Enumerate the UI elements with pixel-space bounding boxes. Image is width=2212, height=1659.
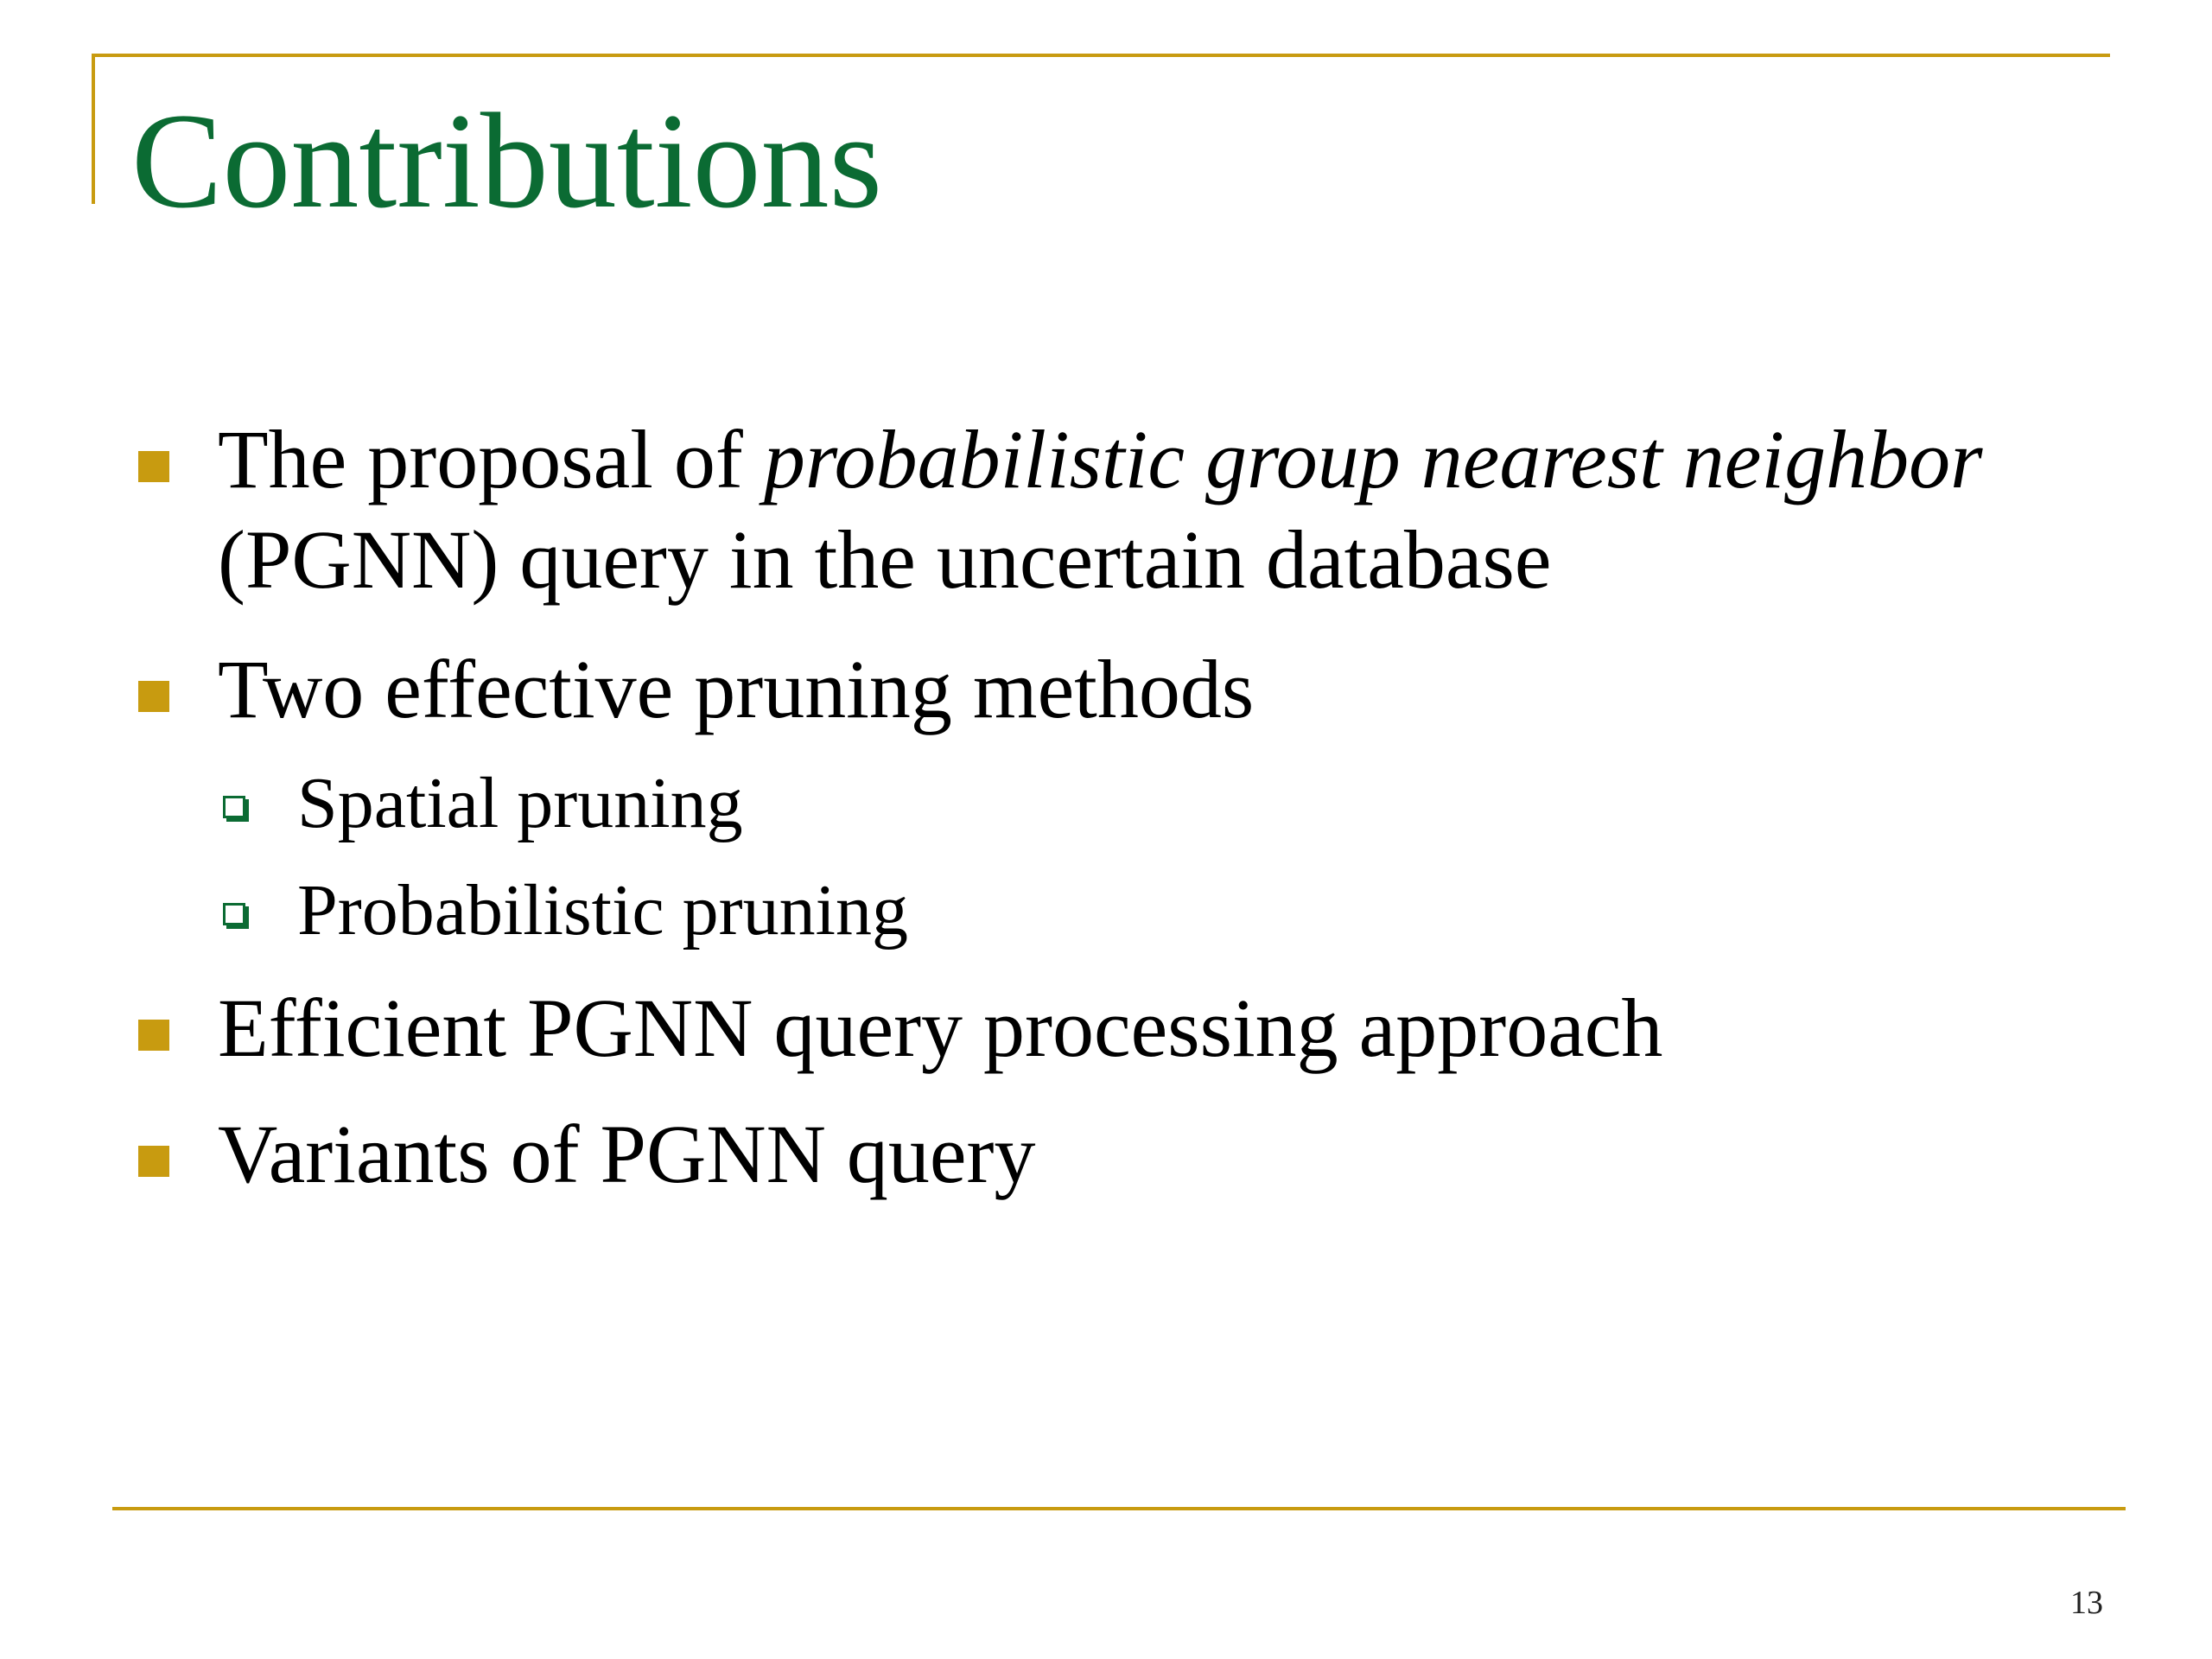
bullet-1-italic-term: probabilistic group nearest neighbor [763, 413, 1983, 505]
square-bullet-icon [138, 681, 169, 712]
bullet-1-line-2: (PGNN) query in the uncertain database [218, 513, 1552, 606]
bullet-2-text: Two effective pruning methods [218, 643, 1255, 735]
footer-rule [112, 1507, 2126, 1510]
sub-item-probabilistic-pruning: Probabilistic pruning [297, 870, 908, 950]
bullet-4-text: Variants of PGNN query [218, 1108, 1036, 1200]
sub-item-spatial-pruning: Spatial pruning [297, 763, 743, 843]
bullet-1-line-1 [218, 410, 1982, 510]
hollow-square-bullet-icon [223, 796, 245, 818]
square-bullet-icon [138, 1020, 169, 1051]
bullet-3-text: Efficient PGNN query processing approach [218, 982, 1663, 1074]
hollow-square-bullet-icon [223, 903, 245, 925]
square-bullet-icon [138, 451, 169, 482]
slide-title: Contributions [131, 86, 883, 237]
bullet-1-text-before: The proposal of [218, 413, 764, 505]
square-bullet-icon [138, 1146, 169, 1177]
page-number: 13 [2070, 1585, 2103, 1621]
